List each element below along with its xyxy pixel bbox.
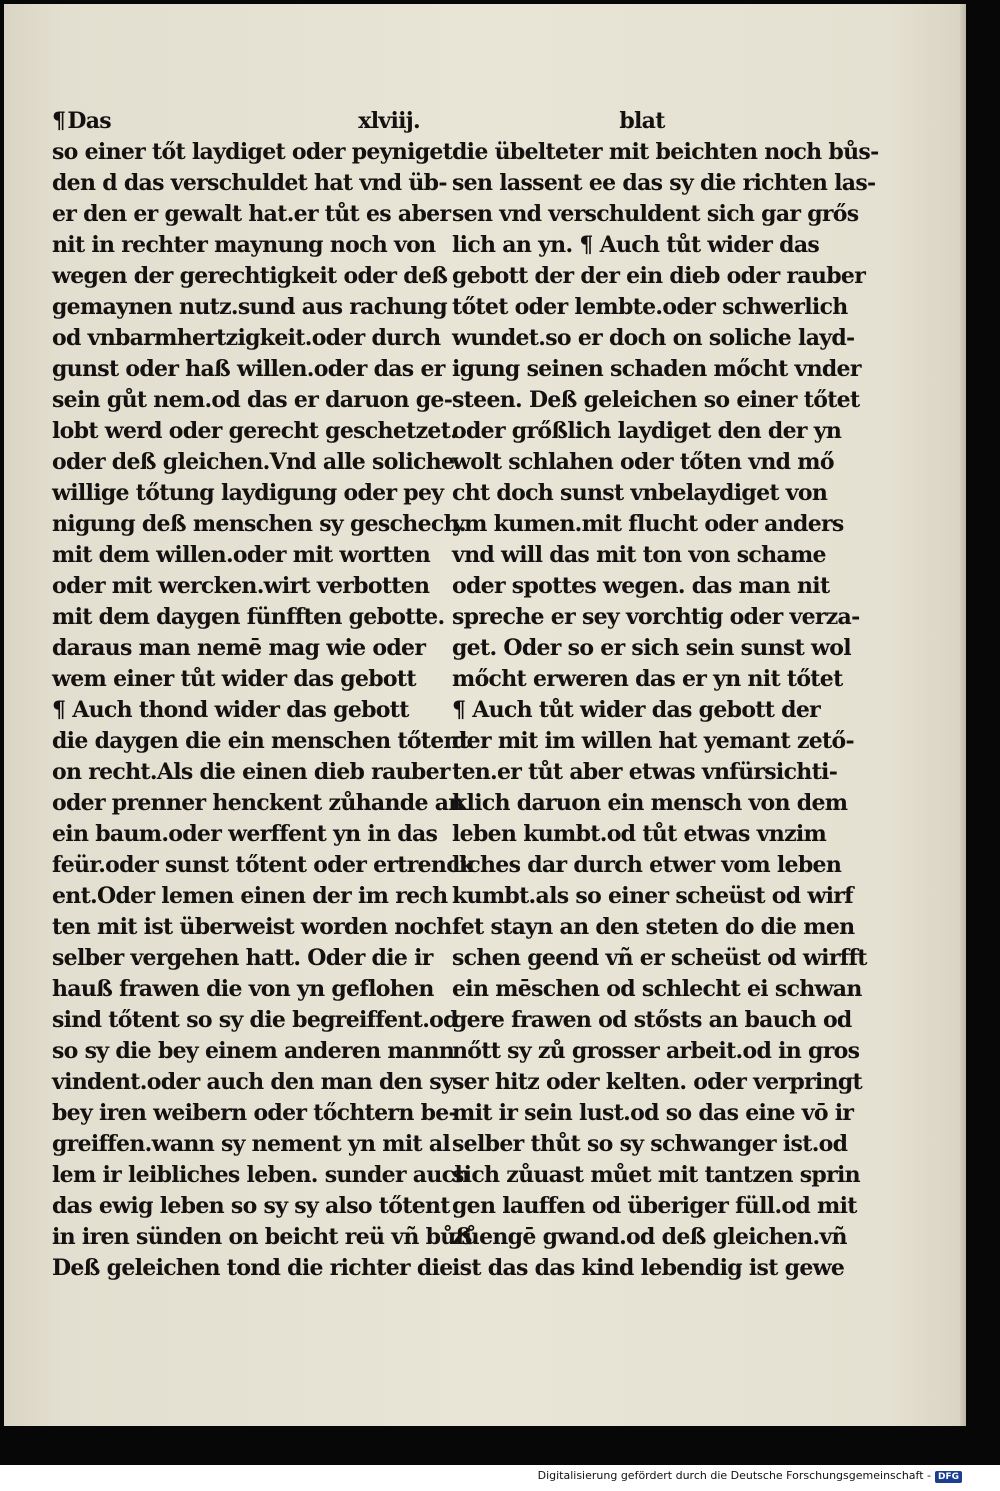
right-column-text-line: igung seinen schaden mőcht vnder <box>452 356 861 382</box>
left-column <box>52 106 474 1284</box>
left-column-text-line: hauß frawen die von yn geflohen <box>52 976 434 1002</box>
left-column-text-line: gunst oder haß willen.oder das er <box>52 356 445 382</box>
left-column-text-line: willige tőtung laydigung oder pey <box>52 480 444 506</box>
right-column-text <box>452 137 879 1284</box>
left-column-header <box>52 106 432 137</box>
left-column-text-line: ent.Oder lemen einen der im rech <box>52 883 448 909</box>
right-column-header <box>452 106 832 137</box>
left-column-text-line: lem ir leibliches leben. sunder auch <box>52 1162 470 1188</box>
left-column-text-line: sein gůt nem.od das er daruon ge- <box>52 387 453 413</box>
right-column-text-line: oder grőßlich laydiget den der yn <box>452 418 842 444</box>
right-column-text-line: sich zůuast můet mit tantzen sprin <box>452 1162 860 1188</box>
left-column-text-line: bey iren weibern oder tőchtern be- <box>52 1100 457 1126</box>
right-column-text-line: nőtt sy zů grosser arbeit.od in gros <box>452 1038 860 1064</box>
right-column-text-line: tőtet oder lembte.oder schwerlich <box>452 294 848 320</box>
left-column-text-line: ¶ Auch thond wider das gebott <box>52 697 409 723</box>
left-column-text-line: ein baum.oder werffent yn in das <box>52 821 438 847</box>
book-page <box>4 4 966 1426</box>
left-column-text <box>52 137 474 1284</box>
left-column-text-line: so sy die bey einem anderen mann <box>52 1038 455 1064</box>
right-column-text-line: die übelteter mit beichten noch bůs- <box>452 139 879 165</box>
left-column-text-line: gemaynen nutz.sund aus rachung <box>52 294 447 320</box>
right-column-text-line: liches dar durch etwer vom leben <box>452 852 842 878</box>
left-column-text-line: greiffen.wann sy nement yn mit al <box>52 1131 451 1157</box>
credit-text: Digitalisierung gefördert durch die Deutsche Forschungsgemeinschaft - <box>537 1469 931 1482</box>
left-column-text-line: er den er gewalt hat.er tůt es aber <box>52 201 451 227</box>
right-column-text-line: mit ir sein lust.od so das eine vō ir <box>452 1100 854 1126</box>
right-column-text-line: fet stayn an den steten do die men <box>452 914 855 940</box>
right-column-text-line: gere frawen od stősts an bauch od <box>452 1007 852 1033</box>
right-column-text-line: vnd will das mit ton von schame <box>452 542 826 568</box>
left-column-text-line: selber vergehen hatt. Oder die ir <box>52 945 433 971</box>
left-column-text-line: feür.oder sunst tőtent oder ertrenck <box>52 852 474 878</box>
right-column-text-line: der mit im willen hat yemant zető- <box>452 728 854 754</box>
left-column-text-line: mit dem willen.oder mit wortten <box>52 542 431 568</box>
right-column-text-line: oder spottes wegen. das man nit <box>452 573 830 599</box>
left-column-text-line: oder deß gleichen.Vnd alle soliche <box>52 449 455 475</box>
right-column-text-line: mőcht erweren das er yn nit tőtet <box>452 666 843 692</box>
left-column-text-line: sind tőtent so sy die begreiffent.od <box>52 1007 458 1033</box>
left-column-text-line: das ewig leben so sy sy also tőtent <box>52 1193 450 1219</box>
left-column-text-line: wem einer tůt wider das gebott <box>52 666 416 692</box>
left-column-text-line: Deß geleichen tond die richter die <box>52 1255 453 1281</box>
running-title-right: blat <box>619 108 665 134</box>
right-column <box>452 106 879 1284</box>
left-column-text-line: den d das verschuldet hat vnd üb- <box>52 170 447 196</box>
right-column-text-line: ¶ Auch tůt wider das gebott der <box>452 697 821 723</box>
right-column-text-line: ein mēschen od schlecht ei schwan <box>452 976 862 1002</box>
right-column-text-line: steen. Deß geleichen so einer tőtet <box>452 387 860 413</box>
right-column-text-line: kumbt.als so einer scheüst od wirf <box>452 883 853 909</box>
right-column-text-line: sen vnd verschuldent sich gar grős <box>452 201 859 227</box>
left-column-text-line: oder prenner henckent zůhande an <box>52 790 464 816</box>
right-column-text-line: ym kumen.mit flucht oder anders <box>452 511 844 537</box>
left-column-text-line: so einer tőt laydiget oder peyniget <box>52 139 453 165</box>
left-column-text-line: daraus man nemē mag wie oder <box>52 635 426 661</box>
right-column-text-line: wolt schlahen oder tőten vnd mő <box>452 449 834 475</box>
left-column-text-line: vindent.oder auch den man den sy <box>52 1069 453 1095</box>
left-column-text-line: nigung deß menschen sy geschech. <box>52 511 466 537</box>
right-column-text-line: leben kumbt.od tůt etwas vnzim <box>452 821 827 847</box>
right-column-text-line: ten.er tůt aber etwas vnfürsichti- <box>452 759 838 785</box>
right-column-text-line: klich daruon ein mensch von dem <box>452 790 848 816</box>
page-edge <box>960 4 966 1426</box>
left-column-text-line: on recht.Als die einen dieb rauber <box>52 759 450 785</box>
running-title: Das <box>67 108 111 134</box>
right-column-text-line: selber thůt so sy schwanger ist.od <box>452 1131 848 1157</box>
right-column-text-line: ist das das kind lebendig ist gewe <box>452 1255 845 1281</box>
right-column-text-line: spreche er sey vorchtig oder verza- <box>452 604 860 630</box>
right-column-text-line: schen geend vñ er scheüst od wirfft <box>452 945 867 971</box>
right-column-text-line: cht doch sunst vnbelaydiget von <box>452 480 828 506</box>
right-column-text-line: lich an yn. ¶ Auch tůt wider das <box>452 232 820 258</box>
right-column-text-line: wundet.so er doch on soliche layd- <box>452 325 855 351</box>
digitization-credit <box>538 1469 962 1483</box>
left-column-text-line: ten mit ist überweist worden noch <box>52 914 452 940</box>
left-column-text-line: die daygen die ein menschen tőtent <box>52 728 469 754</box>
folio-number: xlviij. <box>358 108 420 134</box>
right-column-text-line: gen lauffen od überiger füll.od mit <box>452 1193 857 1219</box>
dfg-logo: DFG <box>935 1471 962 1483</box>
left-column-text-line: oder mit wercken.wirt verbotten <box>52 573 430 599</box>
left-column-text-line: od vnbarmhertzigkeit.oder durch <box>52 325 441 351</box>
right-column-text-line: gebott der der ein dieb oder rauber <box>452 263 866 289</box>
left-column-text-line: mit dem daygen fünfften gebotte. <box>52 604 445 630</box>
right-column-text-line: zůengē gwand.od deß gleichen.vñ <box>452 1224 847 1250</box>
right-column-text-line: sen lassent ee das sy die richten las- <box>452 170 876 196</box>
right-column-text-line: ser hitz oder kelten. oder verpringt <box>452 1069 863 1095</box>
left-column-text-line: nit in rechter maynung noch von <box>52 232 436 258</box>
pilcrow-mark: ¶ <box>52 108 66 134</box>
left-column-text-line: lobt werd oder gerecht geschetzet. <box>52 418 458 444</box>
left-column-text-line: in iren sünden on beicht reü vñ bůß <box>52 1224 472 1250</box>
left-column-text-line: wegen der gerechtigkeit oder deß <box>52 263 448 289</box>
right-column-text-line: get. Oder so er sich sein sunst wol <box>452 635 851 661</box>
